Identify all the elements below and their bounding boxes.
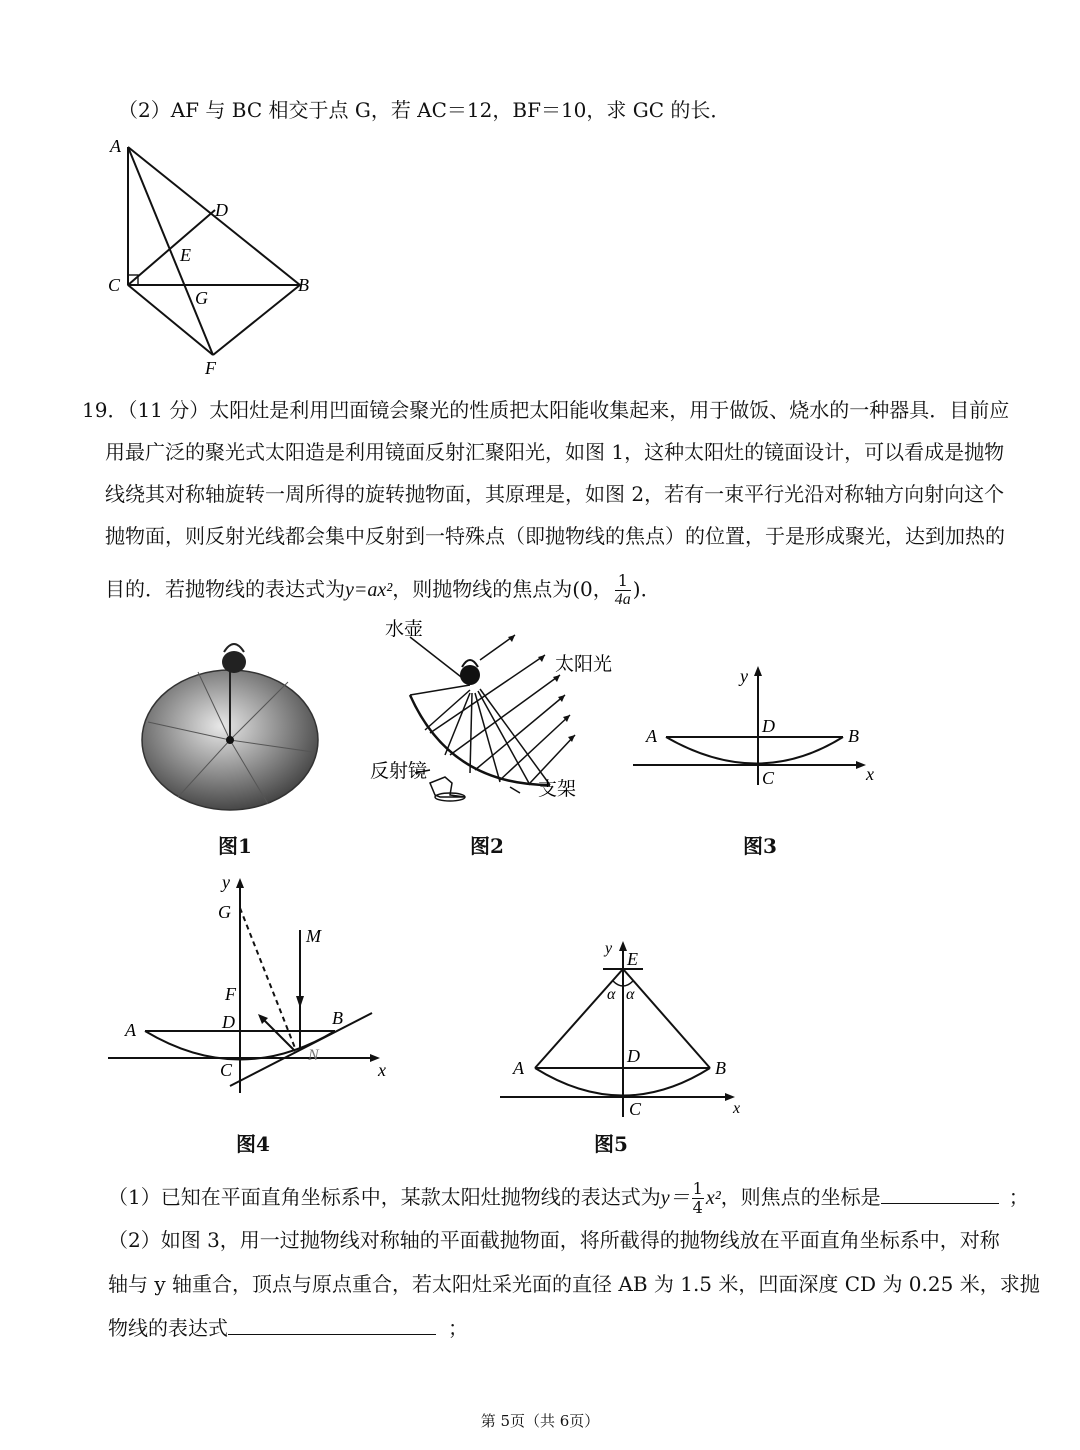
fig5-label-E: E (627, 949, 638, 969)
fig4-label-D: D (222, 1012, 235, 1032)
fig4-label-F: F (225, 984, 236, 1004)
q19-line5 (105, 572, 661, 609)
q19-sub1-post: ，则焦点的坐标是 (720, 1185, 881, 1209)
fig2-label-mirror: 反射镜 (370, 761, 428, 782)
fig3-label-C: C (762, 768, 775, 788)
fig3-label-D: D (762, 716, 775, 736)
q19-line2: 用最广泛的聚光式太阳造是利用镜面反射汇聚阳光，如图 1，这种太阳灶的镜面设计，可以看成是抛物 (105, 440, 1005, 464)
q19-line5-expr: y=ax² (345, 579, 393, 601)
label-G: G (195, 288, 208, 308)
q19-sub2-line3 (108, 1316, 468, 1340)
q19-line1: 19．（11 分）太阳灶是利用凹面镜会聚光的性质把太阳能收集起来，用于做饭、烧水的一种器具．目前应 (82, 398, 1010, 422)
fig3-label-x: x (866, 764, 874, 784)
fig4-dashed-GN (240, 908, 295, 1048)
fig5-label-alpha-left: α (607, 986, 616, 1003)
q19-sub1-x: x² (705, 1187, 721, 1209)
q18-part2-text: （2）AF 与 BC 相交于点 G，若 AC＝12，BF＝10，求 GC 的长． (118, 98, 731, 122)
fig5-label-C: C (629, 1099, 642, 1119)
sub1-answer-blank[interactable] (881, 1185, 999, 1204)
fig2-label-sun: 太阳光 (555, 654, 613, 675)
q19-sub1-y: y＝ (660, 1187, 690, 1209)
q19-line5-end: )． (632, 577, 661, 601)
q19-sub1-end: ； (1008, 1185, 1029, 1209)
fig4-caption: 图4 (236, 1132, 270, 1156)
label-A: A (110, 136, 121, 156)
fig3-caption: 图3 (743, 834, 777, 858)
fig5-segment-EA (535, 969, 623, 1068)
q19-sub2-line1: （2）如图 3，用一过抛物线对称轴的平面截抛物面，将所截得的抛物线放在平面直角坐标系中，对称 (108, 1228, 1000, 1252)
label-F: F (205, 358, 216, 378)
q19-sub1-pre: （1）已知在平面直角坐标系中，某款太阳灶抛物线的表达式为 (108, 1185, 661, 1209)
fig4-label-C: C (220, 1060, 233, 1080)
q19-sub2-end: ； (448, 1316, 468, 1340)
fig3-parabola-curve (666, 737, 843, 764)
sub2-answer-blank[interactable] (228, 1316, 436, 1335)
fig4-label-G: G (218, 902, 231, 922)
q19-sub1 (108, 1180, 1029, 1217)
fig3-label-B: B (848, 726, 859, 746)
sub1-fraction-den: 4 (692, 1198, 703, 1217)
kettle-icon (460, 665, 480, 685)
label-D: D (215, 200, 228, 220)
q19-line4: 抛物面，则反射光线都会集中反射到一特殊点（即抛物线的焦点）的位置，于是形成聚光，达到加热的 (105, 524, 1005, 548)
fig5-label-x: x (733, 1100, 741, 1117)
fig4-label-B: B (332, 1008, 343, 1028)
segment-BF (213, 285, 300, 355)
q19-line3: 线绕其对称轴旋转一周所得的旋转抛物面，其原理是，如图 2，若有一束平行光沿对称轴方向射向这个 (105, 482, 1005, 506)
label-E: E (180, 245, 191, 265)
sub1-fraction (692, 1180, 704, 1217)
q19-sub2-line2: 轴与 y 轴重合，顶点与原点重合，若太阳灶采光面的直径 AB 为 1.5 米，凹面深度 CD 为 0.25 米，求抛 (108, 1272, 1040, 1296)
fig5-label-B: B (715, 1058, 726, 1078)
label-B: B (298, 275, 309, 295)
fig3-label-A: A (646, 726, 657, 746)
segment-AF (128, 147, 213, 355)
fig4-label-A: A (125, 1020, 136, 1040)
fig4-label-x: x (378, 1060, 386, 1080)
fig5-label-A: A (513, 1058, 524, 1078)
fig5-label-alpha-right: α (626, 986, 635, 1003)
fig2-label-kettle: 水壶 (385, 619, 424, 640)
fig4-label-y: y (222, 872, 230, 892)
fig5-label-D: D (627, 1046, 640, 1066)
fig5-cone (495, 935, 755, 1125)
fig4-reflection (100, 868, 400, 1098)
fig1-caption: 图1 (218, 834, 252, 858)
focus-fraction-den: 4a (614, 591, 631, 608)
fig4-label-M: M (306, 926, 321, 946)
segment-CD (128, 210, 215, 285)
focus-fraction-num: 1 (615, 572, 631, 591)
fig3-parabola (628, 660, 888, 790)
page-footer: 第 5页（共 6页） (480, 1412, 600, 1430)
fig5-caption: 图5 (594, 1132, 628, 1156)
fig4-label-N: N (308, 1047, 319, 1064)
q18-geometry-figure (95, 130, 335, 380)
fig2-label-stand: 支架 (538, 779, 577, 800)
segment-AB (128, 147, 300, 285)
fig5-label-y: y (605, 940, 613, 957)
fig2-solar-diagram (370, 615, 630, 805)
label-C: C (108, 275, 121, 295)
q19-line5-pre: 目的．若抛物线的表达式为 (105, 577, 345, 601)
q19-line5-mid: ，则抛物线的焦点为(0， (392, 577, 613, 601)
focus-fraction (615, 572, 631, 609)
q19-sub2-line3-text: 物线的表达式 (108, 1316, 228, 1340)
fig1-solar-cooker-image (138, 632, 323, 822)
fig2-caption: 图2 (470, 834, 504, 858)
fig3-label-y: y (740, 666, 748, 686)
sub1-fraction-num: 1 (692, 1179, 703, 1198)
